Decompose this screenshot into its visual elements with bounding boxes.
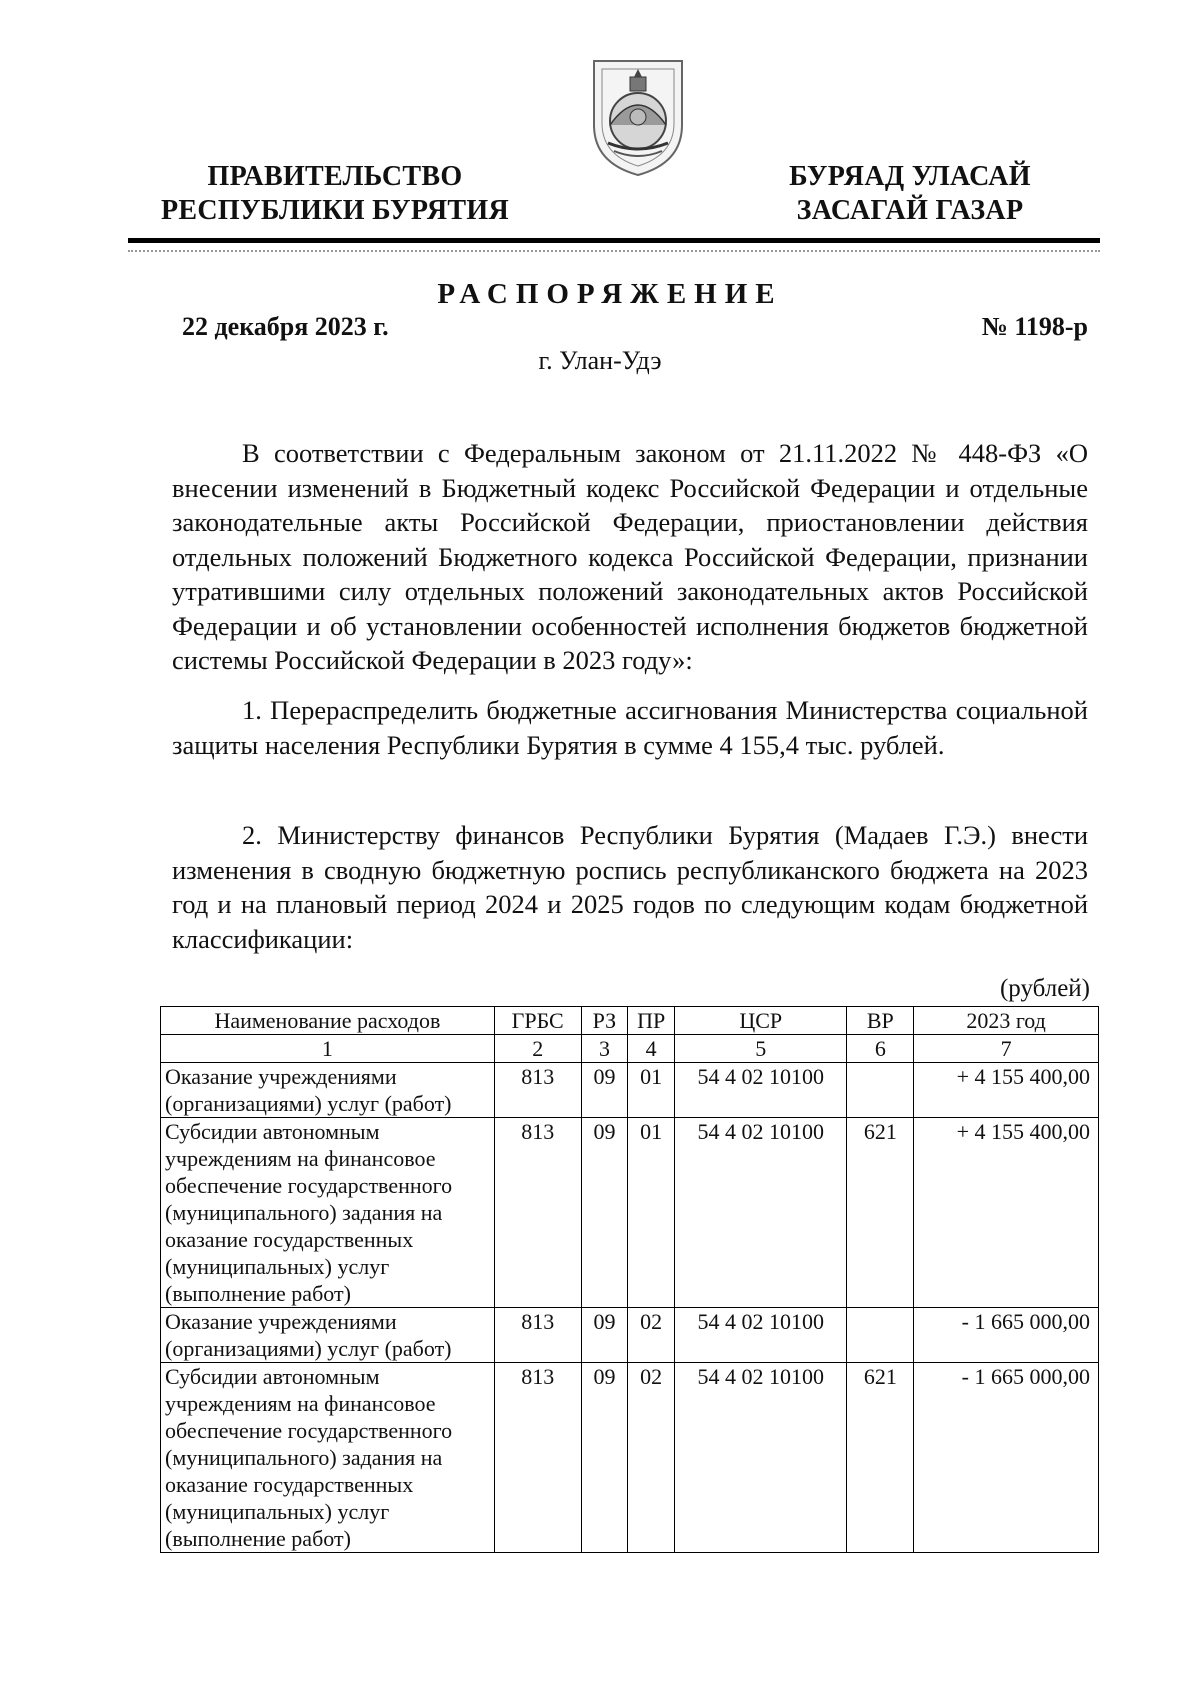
document-type: РАСПОРЯЖЕНИЕ <box>437 278 783 310</box>
column-header-pr: ПР <box>628 1007 675 1035</box>
preamble-paragraph: В соответствии с Федеральным законом от 21.11.2022 № 448-ФЗ «О внесении изменений в Бюджетный кодекс Российской Федерации и отдельные законодательные акты Российской Федерации, приостановлении действия отдельных положений Бюджетного кодекса Российской Федерации, признании утратившими силу отдельных положений законодательных актов Российской Федерации и об установлении особенностей исполнения бюджетов бюджетной системы Российской Федерации в 2023 году»: <box>172 438 1088 675</box>
header-divider <box>128 238 1100 243</box>
government-name-ru-line2: РЕСПУБЛИКИ БУРЯТИЯ <box>161 195 509 226</box>
column-header-name: Наименование расходов <box>161 1007 495 1035</box>
row-expense-name: Оказание учреждениями (организациями) услуг (работ) <box>161 1308 495 1363</box>
clause-1-paragraph: 1. Перераспределить бюджетные ассигнования Министерства социальной защиты населения Республики Бурятия в сумме 4 155,4 тыс. рублей. <box>172 695 1088 760</box>
row-vr: 621 <box>847 1118 914 1308</box>
row-pr: 01 <box>628 1063 675 1118</box>
column-number: 6 <box>847 1035 914 1063</box>
table-row <box>161 1063 1099 1118</box>
column-header-rz: РЗ <box>581 1007 628 1035</box>
row-csr: 54 4 02 10100 <box>675 1118 847 1308</box>
government-name-bua <box>720 160 1100 228</box>
row-rz: 09 <box>581 1063 628 1118</box>
column-header-vr: ВР <box>847 1007 914 1035</box>
column-number: 5 <box>675 1035 847 1063</box>
government-name-ru-line1: ПРАВИТЕЛЬСТВО <box>207 161 463 192</box>
header-divider-dotted <box>128 250 1100 252</box>
clause-2-paragraph: 2. Министерству финансов Республики Бурятия (Мадаев Г.Э.) внести изменения в сводную бюджетную роспись республиканского бюджета на 2023 год и на плановый период 2024 и 2025 годов по следующим кодам бюджетной классификации: <box>172 820 1088 954</box>
government-name-ru <box>140 160 530 228</box>
row-vr <box>847 1063 914 1118</box>
row-rz: 09 <box>581 1118 628 1308</box>
column-number-row <box>161 1035 1099 1063</box>
row-pr: 02 <box>628 1308 675 1363</box>
row-expense-name: Оказание учреждениями (организациями) услуг (работ) <box>161 1063 495 1118</box>
row-amount: + 4 155 400,00 <box>914 1063 1099 1118</box>
column-number: 7 <box>914 1035 1099 1063</box>
document-date: 22 декабря 2023 г. <box>182 312 389 341</box>
column-header-grbs: ГРБС <box>494 1007 581 1035</box>
column-number: 3 <box>581 1035 628 1063</box>
column-number: 4 <box>628 1035 675 1063</box>
table-units: (рублей) <box>999 975 1090 1002</box>
row-vr <box>847 1308 914 1363</box>
table-row <box>161 1308 1099 1363</box>
document-city: г. Улан-Удэ <box>538 346 662 375</box>
row-grbs: 813 <box>494 1063 581 1118</box>
government-name-bua-line1: БУРЯАД УЛАСАЙ <box>789 161 1031 192</box>
row-pr: 02 <box>628 1363 675 1553</box>
row-csr: 54 4 02 10100 <box>675 1363 847 1553</box>
row-csr: 54 4 02 10100 <box>675 1063 847 1118</box>
row-pr: 01 <box>628 1118 675 1308</box>
row-rz: 09 <box>581 1308 628 1363</box>
coat-of-arms-icon <box>588 55 688 178</box>
row-expense-name: Субсидии автономным учреждениям на финансовое обеспечение государственного (муниципального) задания на оказание государственных (муниципальных) услуг (выполнение работ) <box>161 1118 495 1308</box>
column-header-csr: ЦСР <box>675 1007 847 1035</box>
table-header-row <box>161 1007 1099 1035</box>
row-amount: - 1 665 000,00 <box>914 1308 1099 1363</box>
table-row <box>161 1363 1099 1553</box>
row-vr: 621 <box>847 1363 914 1553</box>
row-amount: + 4 155 400,00 <box>914 1118 1099 1308</box>
row-csr: 54 4 02 10100 <box>675 1308 847 1363</box>
row-expense-name: Субсидии автономным учреждениям на финансовое обеспечение государственного (муниципального) задания на оказание государственных (муниципальных) услуг (выполнение работ) <box>161 1363 495 1553</box>
row-grbs: 813 <box>494 1118 581 1308</box>
table-row <box>161 1118 1099 1308</box>
document-number: № 1198-р <box>981 312 1088 341</box>
row-amount: - 1 665 000,00 <box>914 1363 1099 1553</box>
row-rz: 09 <box>581 1363 628 1553</box>
row-grbs: 813 <box>494 1308 581 1363</box>
column-header-year: 2023 год <box>914 1007 1099 1035</box>
budget-table <box>160 1006 1099 1553</box>
government-name-bua-line2: ЗАСАГАЙ ГАЗАР <box>796 195 1024 226</box>
column-number: 2 <box>494 1035 581 1063</box>
row-grbs: 813 <box>494 1363 581 1553</box>
column-number: 1 <box>161 1035 495 1063</box>
